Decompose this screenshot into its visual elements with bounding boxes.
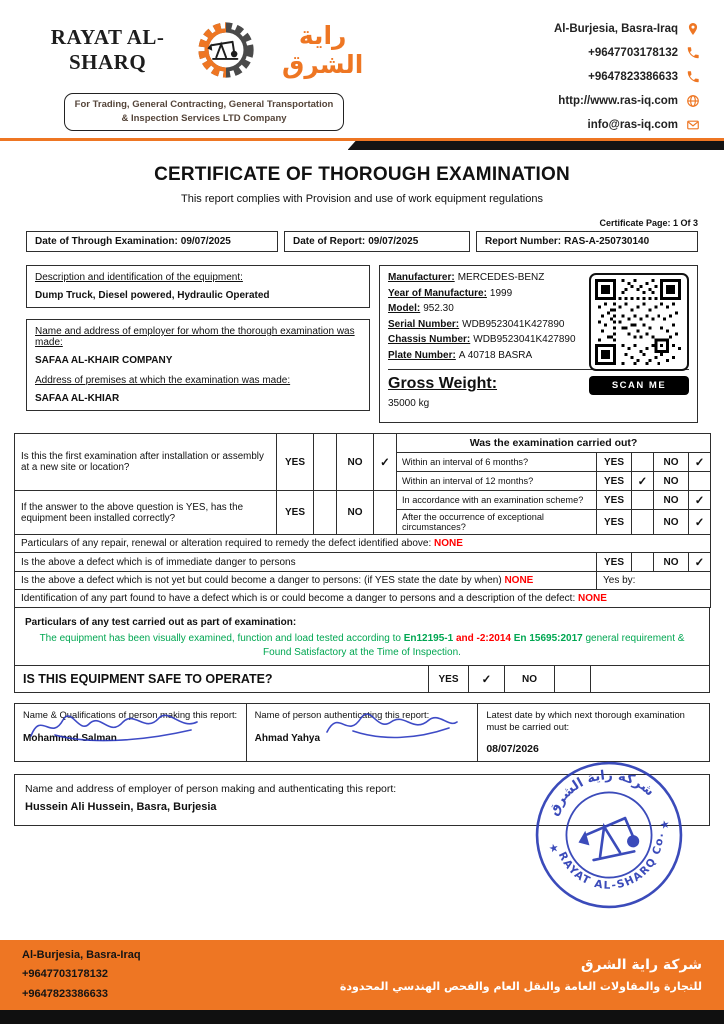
footer-address: Al-Burjesia, Basra-Iraq: [22, 949, 141, 962]
contact-list: [554, 14, 700, 132]
repair-particulars-value: NONE: [434, 538, 463, 549]
field-manufacturer: Manufacturer: MERCEDES-BENZ: [388, 272, 545, 283]
date-of-examination-cell: [26, 231, 278, 252]
report-employer-value: Hussein Ali Hussein, Basra, Burjesia: [25, 801, 217, 813]
certificate-page-number: Certificate Page: 1 Of 3: [599, 218, 698, 228]
check-cell-exceptional-yes: [632, 510, 654, 535]
next-examination-date: 08/07/2026: [486, 743, 539, 756]
equipment-details-box: [379, 265, 698, 423]
maker-name: Mohammad Salman: [23, 733, 117, 745]
test-particulars-text: The equipment has been visually examined, function and load tested according to En12195-1 and -2:2014 En 15695:2017 general requirement & Found Satisfactory at the Time of Inspection.: [39, 633, 685, 658]
contact-email-text[interactable]: info@ras-iq.com: [587, 119, 678, 131]
yes-label-cell: YES: [597, 453, 632, 472]
qr-code: [595, 279, 681, 365]
no-label-cell: NO: [337, 491, 374, 535]
immediate-danger-question: Is the above a defect which is of immediate danger to persons: [15, 553, 597, 572]
dates-row: [0, 231, 724, 252]
svg-text:RAYAT AL-SHARQ Co.: [555, 829, 675, 902]
safe-to-operate-table: [14, 665, 710, 693]
contact-phone-1: [588, 46, 700, 60]
yes-label-cell: YES: [277, 434, 314, 491]
footer-black-band: [0, 1010, 724, 1024]
yes-by-cell: Yes by:: [597, 572, 711, 590]
footer-company-subtitle-arabic: للتجارة والمقاولات العامة والنقل العام والفحص الهندسي المحدودة: [339, 980, 702, 993]
check-cell-scheme-no: ✓: [689, 491, 711, 510]
company-tagline: [64, 93, 345, 131]
gross-weight-value: 35000 kg: [388, 397, 430, 409]
contact-website[interactable]: [558, 94, 700, 108]
repair-particulars-label: Particulars of any repair, renewal or alteration required to remedy the defect identified above:: [21, 538, 432, 549]
email-icon: [686, 118, 700, 132]
company-name-english: RAYAT AL-SHARQ: [50, 25, 165, 74]
gear-logo-icon: [196, 14, 256, 86]
report-employer-box: [14, 768, 710, 892]
filler-cell: [591, 666, 710, 693]
report-employer-label: Name and address of employer of person making and authenticating this report:: [25, 783, 397, 795]
date-report-label: Date of Report:: [293, 236, 366, 247]
maker-signature-cell: [15, 704, 247, 762]
carried-out-header: Was the examination carried out?: [397, 434, 711, 453]
no-label-cell: NO: [337, 434, 374, 491]
identification-row: [15, 590, 711, 608]
equipment-section: [26, 265, 698, 423]
report-number-value: RAS-A-250730140: [564, 236, 650, 247]
page-subtitle: This report complies with Provision and use of work equipment regulations: [181, 193, 543, 205]
svg-text:شركة راية الشرق: [540, 758, 659, 821]
next-examination-label: Latest date by which next thorough examination must be carried out:: [486, 709, 685, 733]
gross-weight-label: Gross Weight:: [388, 374, 498, 392]
stamp-english-text: RAYAT AL-SHARQ Co.: [555, 831, 666, 892]
orange-divider-line: [0, 138, 724, 141]
question-installed-correctly: If the answer to the above question is YES, has the equipment been installed correctly?: [15, 491, 277, 535]
yes-label-cell: YES: [597, 472, 632, 491]
test-particulars-label: Particulars of any test carried out as part of examination:: [25, 617, 297, 628]
field-chassis: Chassis Number: WDB9523041K427890: [388, 334, 576, 345]
future-danger-label: Is the above a defect which is not yet but could become a danger to persons: (if YES state the date by when): [21, 575, 502, 586]
contact-website-text[interactable]: http://www.ras-iq.com: [558, 95, 678, 107]
equipment-description-label: Description and identification of the equipment:: [35, 272, 243, 283]
authenticator-label: Name of person authenticating this report:: [254, 709, 430, 720]
globe-icon: [686, 94, 700, 108]
subquestion-12-months: Within an interval of 12 months?: [397, 472, 597, 491]
no-label-cell: NO: [654, 453, 689, 472]
company-name-arabic: راية الشرق: [281, 21, 364, 79]
equipment-description-value: Dump Truck, Diesel powered, Hydraulic Operated: [35, 290, 270, 301]
contact-phone-1-text: +9647703178132: [588, 47, 678, 59]
yes-label-cell: YES: [597, 510, 632, 535]
no-label-cell: NO: [654, 472, 689, 491]
check-cell-6m-yes: [632, 453, 654, 472]
scan-me-badge: SCAN ME: [589, 376, 689, 395]
no-label-cell: NO: [654, 553, 689, 572]
company-logo-block: [28, 14, 380, 132]
contact-address-text: Al-Burjesia, Basra-Iraq: [554, 23, 678, 35]
employer-label: Name and address of employer for whom the thorough examination was made:: [35, 326, 355, 348]
footer-orange-band: [0, 940, 724, 1010]
check-cell-scheme-yes: [632, 491, 654, 510]
employer-address-box: [26, 319, 370, 411]
report-number-label: Report Number:: [485, 236, 562, 247]
subquestion-6-months: Within an interval of 6 months?: [397, 453, 597, 472]
subquestion-exceptional-circumstances: After the occurrence of exceptional circumstances?: [397, 510, 597, 535]
no-label-cell: NO: [654, 491, 689, 510]
page-title: CERTIFICATE OF THOROUGH EXAMINATION: [154, 164, 570, 185]
yes-label-cell: YES: [429, 666, 469, 693]
premises-label: Address of premises at which the examination was made:: [35, 375, 291, 386]
check-cell-first-yes: [314, 434, 337, 491]
company-stamp: [519, 745, 699, 925]
safe-to-operate-question: IS THIS EQUIPMENT SAFE TO OPERATE?: [15, 666, 429, 693]
header-divider: [0, 138, 724, 152]
check-cell-12m-yes: ✓: [632, 472, 654, 491]
star-icon: ★: [658, 818, 671, 833]
yes-label-cell: YES: [597, 553, 632, 572]
footer-company-name-arabic: شركة راية الشرق: [581, 957, 702, 973]
check-cell-first-no: ✓: [374, 434, 397, 491]
contact-address: [554, 22, 700, 36]
footer-company-arabic-block: [340, 957, 702, 993]
next-examination-cell: [478, 704, 710, 762]
check-cell-safe-yes: ✓: [469, 666, 505, 693]
check-cell-12m-no: [689, 472, 711, 491]
check-cell-immediate-yes: [632, 553, 654, 572]
yes-label-cell: YES: [597, 491, 632, 510]
future-danger-value: NONE: [504, 575, 534, 586]
check-cell-exceptional-no: ✓: [689, 510, 711, 535]
examination-table: [14, 433, 711, 535]
authenticator-name: Ahmad Yahya: [254, 733, 321, 745]
check-cell-safe-no: [555, 666, 591, 693]
test-particulars-box: [14, 607, 710, 666]
subquestion-examination-scheme: In accordance with an examination scheme?: [397, 491, 597, 510]
yes-label-cell: YES: [277, 491, 314, 535]
identification-label: Identification of any part found to have a defect which is or could become a danger to persons and a description of the defect:: [21, 593, 576, 604]
no-label-cell: NO: [654, 510, 689, 535]
field-model: Model: 952.30: [388, 303, 454, 314]
contact-phone-2: [588, 70, 700, 84]
footer-phone-1: +9647703178132: [22, 968, 108, 981]
defects-table: [14, 534, 711, 608]
footer-phone-2: +9647823386633: [22, 987, 108, 1000]
future-danger-question: [15, 572, 597, 590]
authenticator-signature-cell: [246, 704, 478, 762]
date-of-report-cell: [284, 231, 470, 252]
employer-value: SAFAA AL-KHAIR COMPANY: [35, 355, 173, 366]
black-divider-bar: [348, 141, 724, 150]
stamp-arabic-text: شركة راية الشرق: [546, 768, 657, 819]
identification-value: NONE: [578, 593, 607, 604]
field-plate: Plate Number: A 40718 BASRA: [388, 349, 533, 361]
tagline-line2: & Inspection Services LTD Company: [121, 112, 287, 124]
star-icon: ★: [547, 841, 560, 856]
date-report-value: 09/07/2025: [368, 236, 419, 247]
footer: [0, 940, 724, 1024]
phone-icon: [686, 46, 700, 60]
premises-value: SAFAA AL-KHIAR: [35, 393, 120, 404]
no-label-cell: NO: [505, 666, 555, 693]
footer-contact-block: [22, 946, 141, 1004]
date-exam-label: Date of Through Examination:: [35, 236, 178, 247]
maker-label: Name & Qualifications of person making this report:: [23, 709, 238, 720]
contact-email[interactable]: [588, 118, 700, 132]
field-serial: Serial Number: WDB9523041K427890: [388, 318, 565, 330]
check-cell-immediate-no: ✓: [689, 553, 711, 572]
header: [0, 0, 724, 136]
check-cell-installed-no: [374, 491, 397, 535]
qr-frame: [589, 273, 689, 371]
qr-block: [589, 273, 689, 395]
phone-icon: [686, 70, 700, 84]
date-exam-value: 09/07/2025: [180, 236, 231, 247]
tagline-line1: For Trading, General Contracting, General Transportation: [74, 99, 334, 110]
field-year: Year of Manufacture: 1999: [388, 287, 513, 299]
check-cell-installed-yes: [314, 491, 337, 535]
equipment-description-box: [26, 265, 370, 308]
contact-phone-2-text: +9647823386633: [588, 71, 678, 83]
repair-particulars-row: [15, 535, 711, 553]
signatures-table: [14, 703, 710, 762]
report-number-cell: [476, 231, 698, 252]
question-first-examination: Is this the first examination after installation or assembly at a new site or location?: [15, 434, 277, 491]
location-icon: [686, 22, 700, 36]
check-cell-6m-no: ✓: [689, 453, 711, 472]
